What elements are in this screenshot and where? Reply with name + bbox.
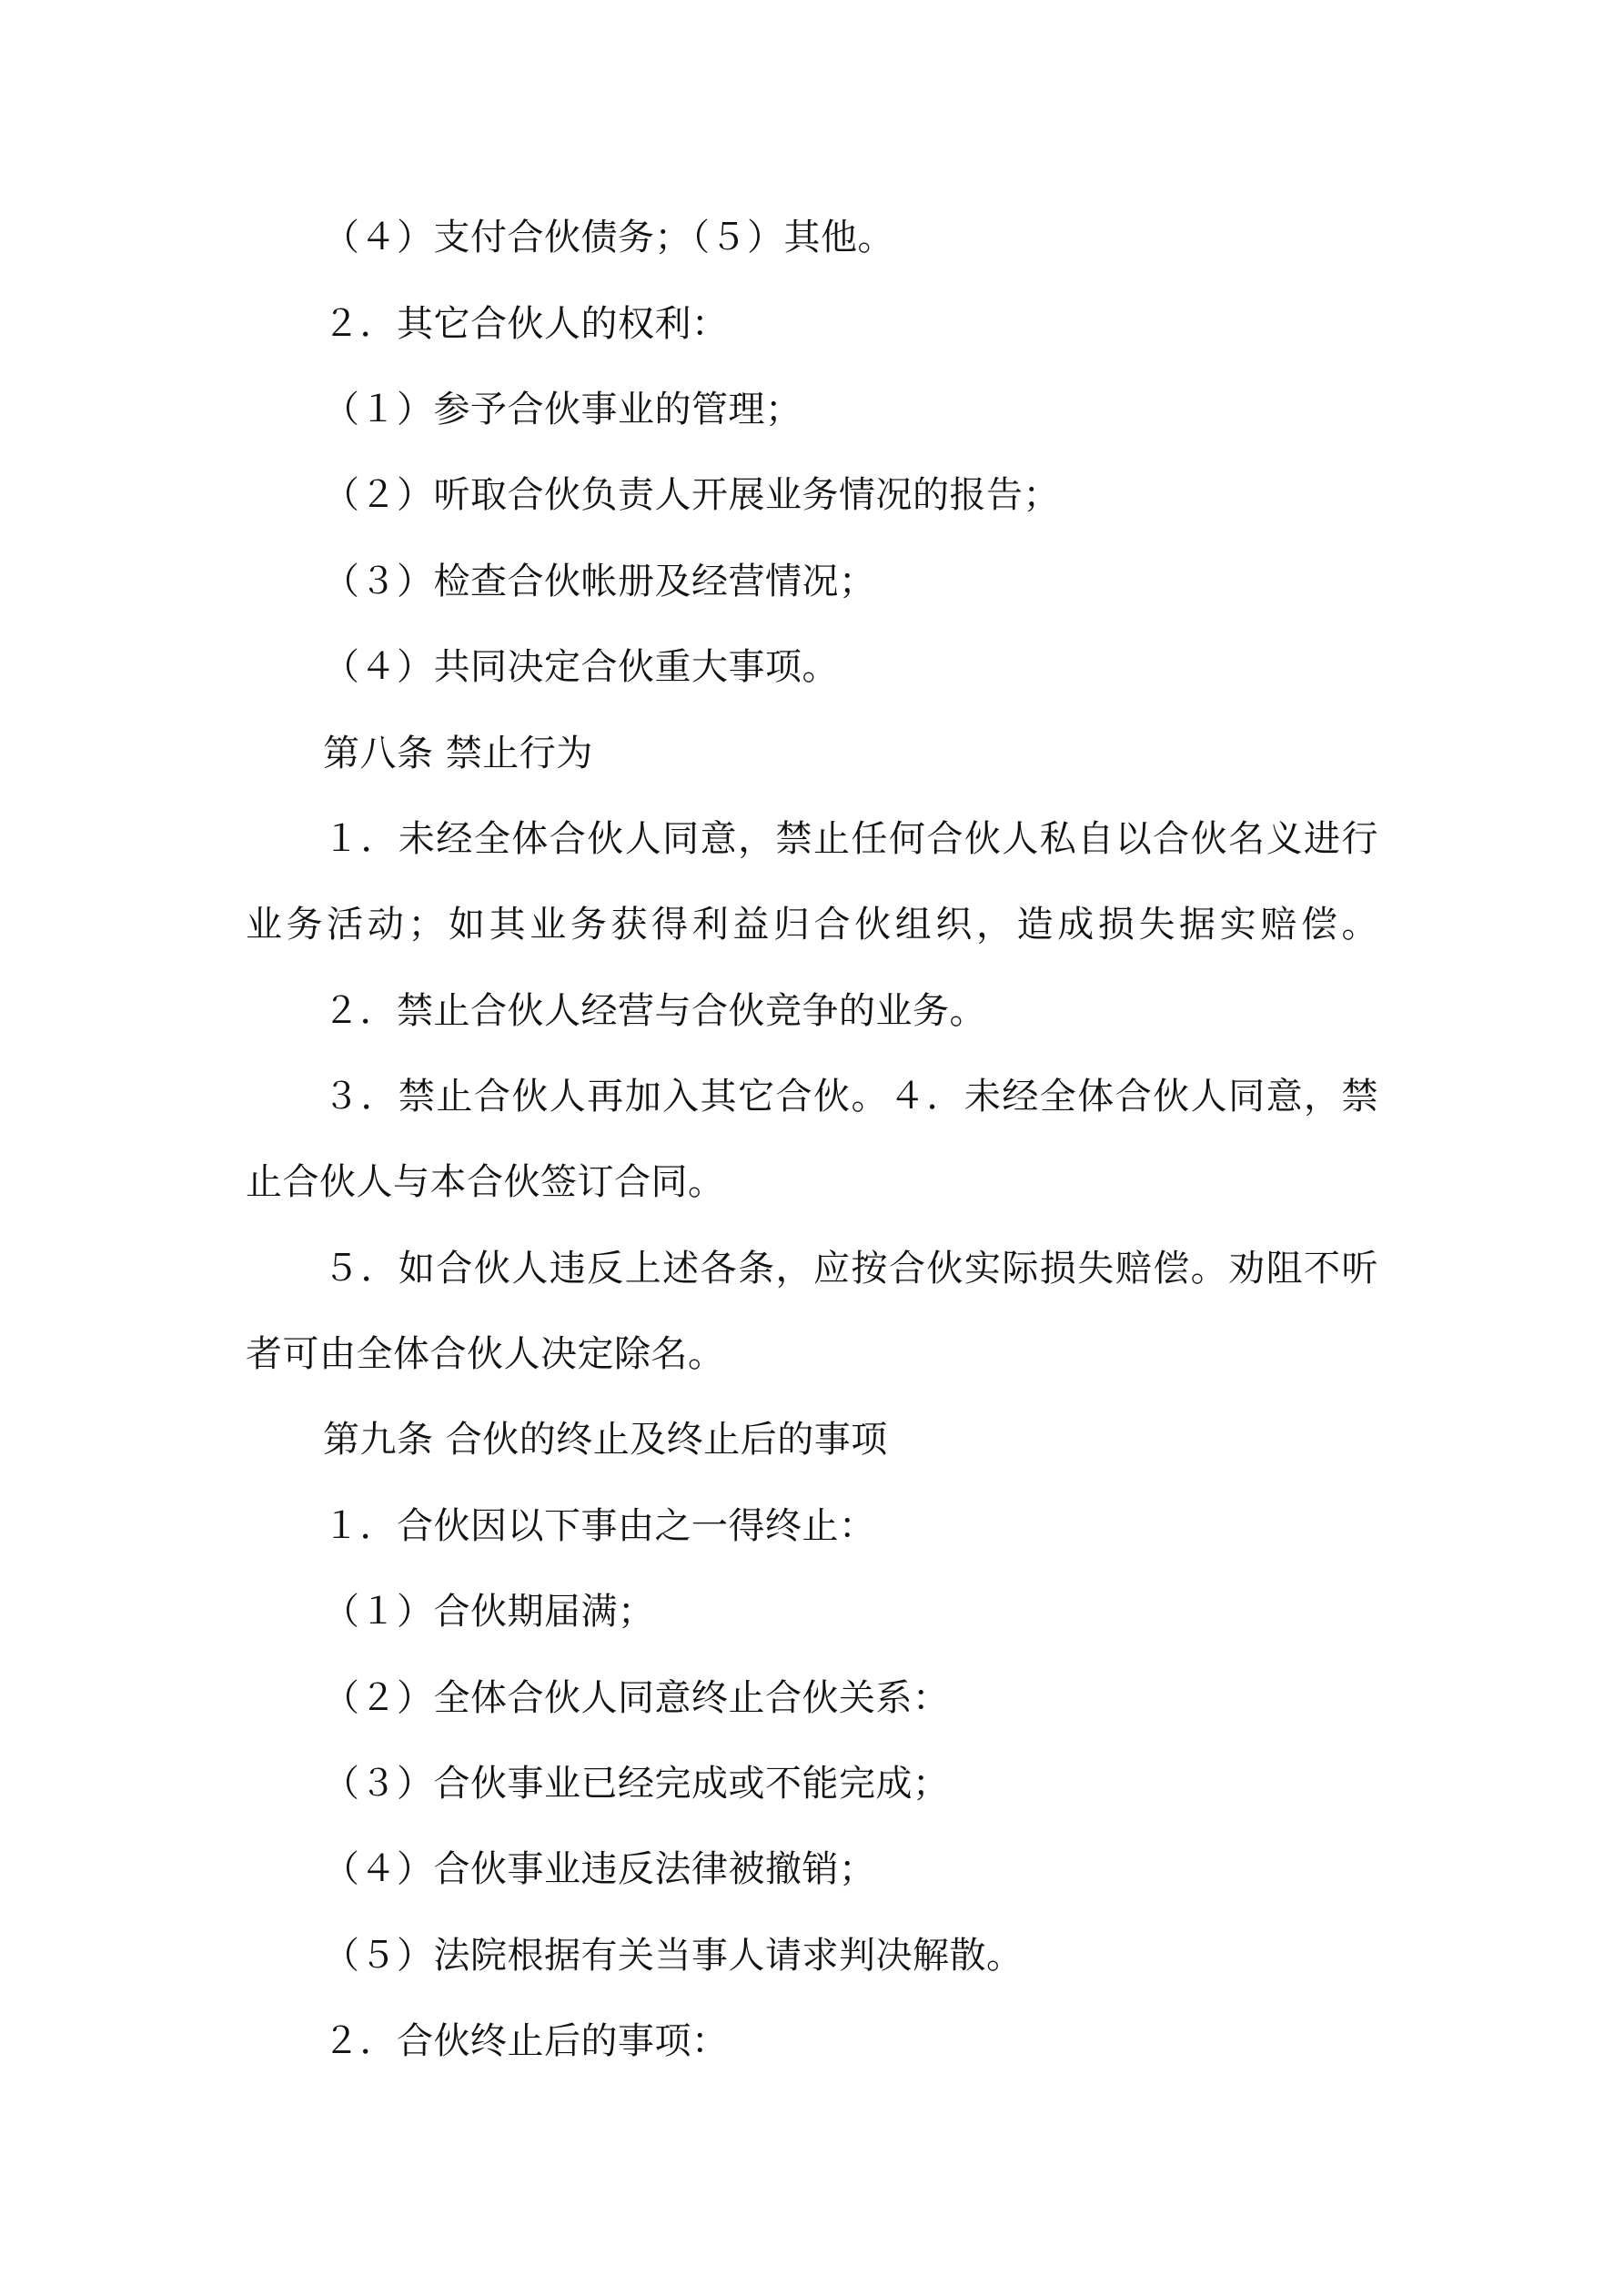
text-line: 业务活动；如其业务获得利益归合伙组织，造成损失据实赔偿。 <box>246 904 1378 946</box>
text-line: １．合伙因以下事由之一得终止： <box>323 1505 876 1547</box>
text-line: ２．禁止合伙人经营与合伙竞争的业务。 <box>323 990 986 1032</box>
text-line: （４）支付合伙债务；（５）其他。 <box>323 217 894 258</box>
section-heading: 第八条 禁止行为 <box>323 733 593 774</box>
text-line: １．未经全体合伙人同意，禁止任何合伙人私自以合伙名义进行 <box>323 818 1378 860</box>
text-line: 止合伙人与本合伙签订合同。 <box>246 1161 725 1203</box>
text-line: ３．禁止合伙人再加入其它合伙。４．未经全体合伙人同意，禁 <box>323 1076 1378 1118</box>
text-line: （１）合伙期届满； <box>323 1591 655 1633</box>
text-line: 者可由全体合伙人决定除名。 <box>246 1333 725 1375</box>
text-line: （４）合伙事业违反法律被撤销； <box>323 1848 876 1890</box>
text-line: ２．其它合伙人的权利： <box>323 303 729 345</box>
text-line: （１）参予合伙事业的管理； <box>323 389 802 430</box>
text-line: （２）听取合伙负责人开展业务情况的报告； <box>323 474 1060 516</box>
text-line: （３）合伙事业已经完成或不能完成； <box>323 1763 950 1805</box>
text-line: ５．如合伙人违反上述各条，应按合伙实际损失赔偿。劝阻不听 <box>323 1248 1378 1290</box>
text-line: （２）全体合伙人同意终止合伙关系： <box>323 1677 950 1719</box>
text-line: ２．合伙终止后的事项： <box>323 2020 729 2062</box>
section-heading: 第九条 合伙的终止及终止后的事项 <box>323 1419 888 1461</box>
text-line: （４）共同决定合伙重大事项。 <box>323 646 839 688</box>
text-line: （５）法院根据有关当事人请求判决解散。 <box>323 1935 1024 1977</box>
text-line: （３）检查合伙帐册及经营情况； <box>323 561 876 602</box>
